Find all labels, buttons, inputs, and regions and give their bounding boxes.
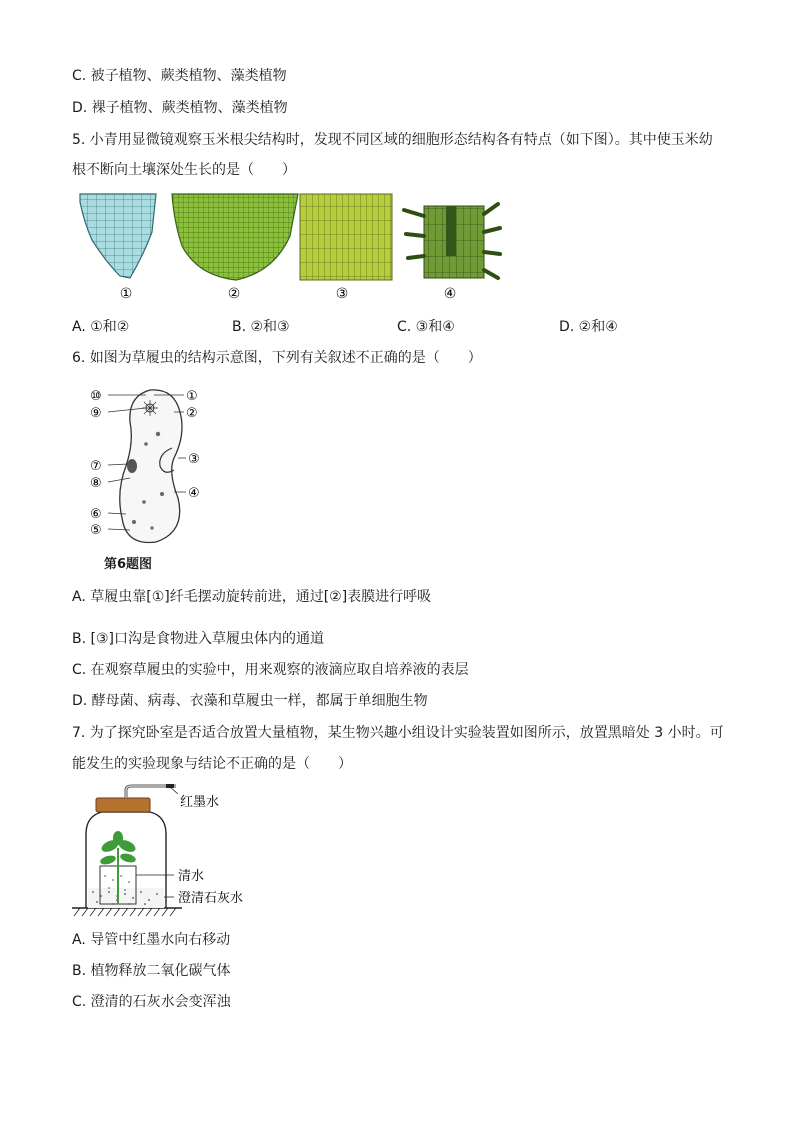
option-d-prev: D. 裸子植物、蕨类植物、藻类植物	[72, 100, 288, 116]
label-3: ③	[188, 452, 200, 467]
label-9: ⑨	[90, 406, 102, 421]
paramecium-figure	[86, 382, 220, 550]
label-limewater: 澄清石灰水	[178, 891, 244, 906]
q7-option-a[interactable]: A. 导管中红墨水向右移动	[72, 932, 231, 948]
rubber-stopper	[96, 798, 150, 812]
q5-option-d[interactable]: D. ②和④	[559, 319, 618, 335]
label-10: ⑩	[90, 389, 102, 404]
q7-stem-line2: 能发生的实验现象与结论不正确的是（ ）	[72, 756, 352, 772]
q5-stem-line2: 根不断向土壤深处生长的是（ ）	[72, 162, 296, 178]
q5-options	[72, 317, 732, 337]
fig-label-3: ③	[335, 286, 349, 302]
q5-option-c[interactable]: C. ③和④	[397, 319, 455, 335]
root-cap-image	[80, 194, 156, 278]
q6-figure-caption: 第6题图	[104, 557, 153, 572]
label-6: ⑥	[90, 507, 102, 522]
q7-stem-line1: 7. 为了探究卧室是否适合放置大量植物，某生物兴趣小组设计实验装置如图所示，放置黑暗处 3 小时。可	[72, 725, 724, 741]
q6-option-d[interactable]: D. 酵母菌、病毒、衣藻和草履虫一样，都属于单细胞生物	[72, 693, 428, 709]
fig-label-1: ①	[119, 286, 133, 302]
fig-label-4: ④	[443, 286, 457, 302]
option-c-prev: C. 被子植物、蕨类植物、藻类植物	[72, 68, 287, 84]
q7-option-c[interactable]: C. 澄清的石灰水会变浑浊	[72, 994, 231, 1010]
label-2: ②	[186, 406, 198, 421]
label-5: ⑤	[90, 523, 102, 538]
elongation-zone-image	[300, 194, 392, 280]
q6-option-a[interactable]: A. 草履虫靠[①]纤毛摆动旋转前进，通过[②]表膜进行呼吸	[72, 589, 432, 605]
label-red-ink: 红墨水	[180, 795, 220, 810]
fig-label-2: ②	[227, 286, 241, 302]
label-4: ④	[188, 486, 200, 501]
label-8: ⑧	[90, 476, 102, 491]
q5-option-b[interactable]: B. ②和③	[232, 319, 290, 335]
bell-jar-apparatus-figure	[70, 784, 290, 918]
q6-stem: 6. 如图为草履虫的结构示意图，下列有关叙述不正确的是（ ）	[72, 350, 482, 366]
label-7: ⑦	[90, 459, 102, 474]
label-1: ①	[186, 389, 198, 404]
q5-option-a[interactable]: A. ①和②	[72, 319, 130, 335]
q6-option-b[interactable]: B. [③]口沟是食物进入草履虫体内的通道	[72, 631, 324, 647]
maturation-zone-image	[404, 204, 500, 278]
q7-option-b[interactable]: B. 植物释放二氧化碳气体	[72, 963, 231, 979]
label-water: 清水	[178, 869, 205, 884]
root-tip-figure	[78, 192, 518, 304]
q6-option-c[interactable]: C. 在观察草履虫的实验中，用来观察的液滴应取自培养液的表层	[72, 662, 469, 678]
meristem-zone-image	[172, 194, 298, 280]
q5-stem-line1: 5. 小青用显微镜观察玉米根尖结构时，发现不同区域的细胞形态结构各有特点（如下图）。其中使玉米幼	[72, 132, 713, 148]
